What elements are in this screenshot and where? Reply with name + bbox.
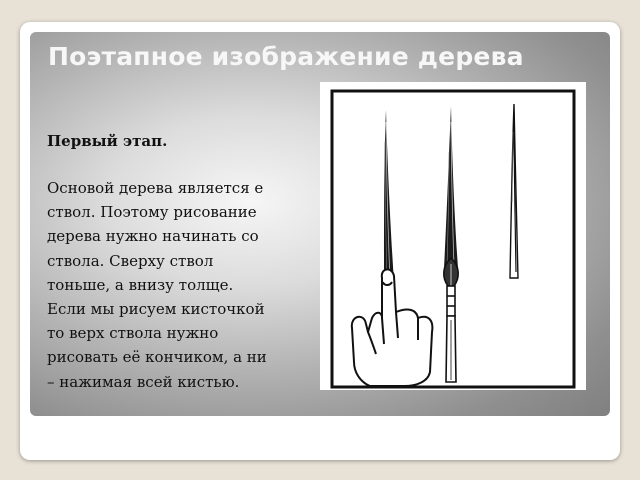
tree-trunk-drawing [320, 82, 586, 390]
body-line: ствол. Поэтому рисование [47, 203, 257, 222]
body-line: Основой дерева является е [47, 179, 264, 197]
body-line: рисовать её кончиком, а ни [47, 348, 267, 367]
body-line: – нажимая всей кистью. [47, 372, 240, 391]
text-block [47, 128, 337, 394]
stage-heading: Первый этап. [47, 132, 168, 150]
body-paragraph [47, 176, 337, 394]
body-line: тоньше, а внизу толще. [47, 275, 234, 294]
body-line: дерева нужно начинать со [47, 227, 259, 246]
tree-trunk-illustration [320, 82, 586, 390]
body-line: то верх ствола нужно [47, 324, 219, 343]
body-line: Если мы рисуем кисточкой [47, 300, 265, 319]
body-line: ствола. Сверху ствол [47, 251, 214, 270]
slide-footer-area [30, 418, 610, 454]
slide-title: Поэтапное изображение дерева [48, 42, 524, 71]
